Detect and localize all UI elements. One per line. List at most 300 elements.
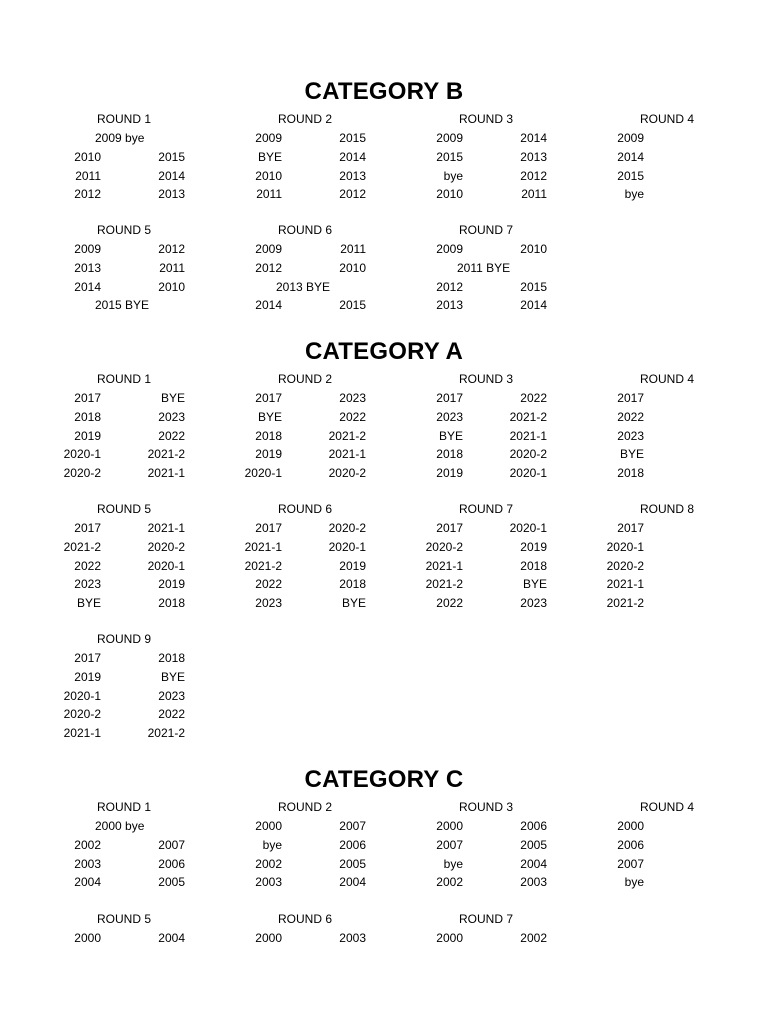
round-block <box>196 221 366 315</box>
away-team: 2018 <box>158 651 185 665</box>
round-title: ROUND 1 <box>97 112 152 126</box>
match-row <box>15 724 185 743</box>
match-row <box>15 464 185 483</box>
round-block <box>15 798 185 892</box>
away-team: 2003 <box>520 875 547 890</box>
home-team: 2019 <box>74 669 101 684</box>
match-row <box>196 240 366 259</box>
round-block <box>15 910 185 948</box>
home-team: 2020-1 <box>63 447 101 462</box>
home-team: 2011 <box>75 168 101 183</box>
match-row <box>196 278 366 297</box>
match-row <box>377 557 547 576</box>
home-team: 2021-1 <box>244 539 282 554</box>
away-team: 2015 <box>520 279 547 294</box>
round-title: ROUND 4 <box>640 800 695 814</box>
home-team: 2017 <box>617 391 644 405</box>
home-team: 2018 <box>255 428 282 443</box>
match-row <box>558 408 728 427</box>
match-row <box>558 873 728 892</box>
home-team: 2015 BYE <box>95 298 150 313</box>
home-team: 2022 <box>617 409 644 424</box>
away-team: 2013 <box>158 187 185 202</box>
category-title: CATEGORY B <box>304 78 464 105</box>
home-team: 2021-1 <box>63 726 101 741</box>
match-row <box>15 519 185 538</box>
match-row <box>558 427 728 446</box>
round-block <box>377 110 547 204</box>
home-team: 2015 <box>617 168 644 183</box>
match-row <box>196 296 366 315</box>
home-team: 2015 <box>436 149 463 164</box>
home-team: 2017 <box>255 521 282 535</box>
away-team: 2014 <box>158 168 185 183</box>
match-row <box>15 538 185 557</box>
home-team: 2021-2 <box>63 539 101 554</box>
match-row <box>558 445 728 464</box>
home-team: BYE <box>619 447 644 462</box>
match-row <box>377 575 547 594</box>
round-title: ROUND 4 <box>640 372 695 386</box>
match-row <box>377 817 547 836</box>
away-team: 2003 <box>339 931 366 945</box>
match-row <box>15 873 185 892</box>
round-title: ROUND 8 <box>640 502 695 516</box>
away-team: BYE <box>522 577 547 592</box>
home-team: 2019 <box>436 466 463 481</box>
round-block <box>377 500 547 613</box>
home-team: 2002 <box>436 875 463 890</box>
home-team: 2020-2 <box>606 558 644 573</box>
home-team: 2020-2 <box>63 466 101 481</box>
away-team: 2022 <box>158 428 185 443</box>
match-row <box>558 464 728 483</box>
away-team: 2012 <box>339 187 366 202</box>
round-block <box>558 500 728 613</box>
round-title: ROUND 4 <box>640 112 695 126</box>
round-title: ROUND 7 <box>459 912 514 926</box>
round-block <box>377 910 547 948</box>
match-row <box>15 668 185 687</box>
home-team: 2013 BYE <box>276 279 331 294</box>
match-row <box>196 929 366 948</box>
away-team: 2021-1 <box>328 447 366 462</box>
match-row <box>196 855 366 874</box>
match-row <box>196 873 366 892</box>
home-team: 2020-1 <box>63 688 101 703</box>
match-row <box>558 836 728 855</box>
away-team: 2020-1 <box>328 539 366 554</box>
match-row <box>377 594 547 613</box>
home-team: BYE <box>257 149 282 164</box>
home-team: 2009 bye <box>95 131 145 145</box>
match-row <box>196 408 366 427</box>
home-team: 2021-2 <box>606 596 644 611</box>
away-team: 2021-1 <box>147 521 185 535</box>
away-team: 2021-1 <box>147 466 185 481</box>
away-team: 2023 <box>158 688 185 703</box>
away-team: 2021-2 <box>147 726 185 741</box>
match-row <box>377 538 547 557</box>
home-team: 2020-2 <box>425 539 463 554</box>
match-row <box>15 278 185 297</box>
away-team: 2010 <box>339 260 366 275</box>
round-title: ROUND 6 <box>278 912 333 926</box>
home-team: 2019 <box>255 447 282 462</box>
match-row <box>196 575 366 594</box>
away-team: 2002 <box>520 931 547 945</box>
match-row <box>377 296 547 315</box>
away-team: 2014 <box>520 298 547 313</box>
match-row <box>377 167 547 186</box>
round-title: ROUND 3 <box>459 112 514 126</box>
away-team: 2005 <box>158 875 185 890</box>
home-team: 2003 <box>255 875 282 890</box>
match-row <box>15 148 185 167</box>
round-title: ROUND 2 <box>278 800 333 814</box>
away-team: 2020-1 <box>509 466 547 481</box>
round-title: ROUND 3 <box>459 372 514 386</box>
round-title: ROUND 5 <box>97 912 152 926</box>
round-title: ROUND 1 <box>97 800 152 814</box>
home-team: 2021-2 <box>425 577 463 592</box>
home-team: 2006 <box>617 837 644 852</box>
away-team: 2020-1 <box>147 558 185 573</box>
round-title: ROUND 9 <box>97 632 152 646</box>
match-row <box>558 167 728 186</box>
home-team: 2014 <box>617 149 644 164</box>
match-row <box>15 259 185 278</box>
match-row <box>196 185 366 204</box>
away-team: 2019 <box>158 577 185 592</box>
away-team: 2023 <box>339 391 366 405</box>
match-row <box>15 817 185 836</box>
match-row <box>15 557 185 576</box>
away-team: 2014 <box>520 131 547 145</box>
match-row <box>15 427 185 446</box>
home-team: 2020-1 <box>606 539 644 554</box>
away-team: 2012 <box>158 242 185 256</box>
home-team: 2017 <box>74 651 101 665</box>
home-team: 2000 <box>436 931 463 945</box>
home-team: 2000 <box>74 931 101 945</box>
home-team: 2009 <box>255 242 282 256</box>
match-row <box>15 855 185 874</box>
match-row <box>558 389 728 408</box>
home-team: bye <box>443 168 463 183</box>
away-team: 2022 <box>520 391 547 405</box>
home-team: 2000 <box>255 819 282 833</box>
home-team: bye <box>443 856 463 871</box>
away-team: 2020-2 <box>328 466 366 481</box>
away-team: 2012 <box>520 168 547 183</box>
match-row <box>377 129 547 148</box>
home-team: 2012 <box>255 260 282 275</box>
home-team: 2011 <box>256 187 282 202</box>
match-row <box>196 519 366 538</box>
away-team: 2020-2 <box>509 447 547 462</box>
away-team: 2005 <box>339 856 366 871</box>
category-title: CATEGORY A <box>304 338 463 365</box>
home-team: 2018 <box>436 447 463 462</box>
away-team: 2006 <box>339 837 366 852</box>
round-block <box>196 500 366 613</box>
home-team: 2011 BYE <box>457 260 511 275</box>
match-row <box>558 855 728 874</box>
home-team: 2018 <box>74 409 101 424</box>
match-row <box>196 445 366 464</box>
away-team: 2005 <box>520 837 547 852</box>
away-team: BYE <box>160 391 185 405</box>
match-row <box>558 129 728 148</box>
match-row <box>377 259 547 278</box>
away-team: 2006 <box>520 819 547 833</box>
away-team: 2007 <box>339 819 366 833</box>
round-block <box>196 910 366 948</box>
round-block <box>558 798 728 892</box>
match-row <box>377 873 547 892</box>
round-block <box>15 110 185 204</box>
match-row <box>558 185 728 204</box>
home-team: 2000 <box>436 819 463 833</box>
match-row <box>15 408 185 427</box>
away-team: 2013 <box>339 168 366 183</box>
match-row <box>15 185 185 204</box>
round-block <box>15 630 185 743</box>
away-team: 2006 <box>158 856 185 871</box>
away-team: 2020-1 <box>509 521 547 535</box>
away-team: 2018 <box>158 596 185 611</box>
home-team: 2021-1 <box>606 577 644 592</box>
round-title: ROUND 6 <box>278 223 333 237</box>
home-team: 2010 <box>255 168 282 183</box>
match-row <box>558 817 728 836</box>
home-team: 2007 <box>617 856 644 871</box>
round-block <box>558 110 728 204</box>
home-team: 2017 <box>617 521 644 535</box>
home-team: 2017 <box>74 521 101 535</box>
match-row <box>377 408 547 427</box>
home-team: 2004 <box>74 875 101 890</box>
round-block <box>377 798 547 892</box>
home-team: 2013 <box>74 260 101 275</box>
match-row <box>15 167 185 186</box>
away-team: 2010 <box>158 279 185 294</box>
away-team: 2015 <box>339 298 366 313</box>
round-block <box>15 500 185 613</box>
home-team: 2009 <box>255 131 282 145</box>
match-row <box>15 240 185 259</box>
match-row <box>377 240 547 259</box>
match-row <box>377 427 547 446</box>
home-team: 2013 <box>436 298 463 313</box>
away-team: BYE <box>160 669 185 684</box>
home-team: 2010 <box>436 187 463 202</box>
match-row <box>196 836 366 855</box>
home-team: bye <box>262 837 282 852</box>
away-team: 2004 <box>339 875 366 890</box>
home-team: 2000 bye <box>95 819 145 833</box>
away-team: 2013 <box>520 149 547 164</box>
match-row <box>15 594 185 613</box>
match-row <box>196 817 366 836</box>
home-team: 2023 <box>436 409 463 424</box>
match-row <box>377 464 547 483</box>
match-row <box>196 389 366 408</box>
home-team: 2009 <box>617 131 644 145</box>
home-team: 2012 <box>436 279 463 294</box>
home-team: 2012 <box>74 187 101 202</box>
round-title: ROUND 7 <box>459 223 514 237</box>
home-team: 2002 <box>255 856 282 871</box>
home-team: BYE <box>438 428 463 443</box>
away-team: 2020-2 <box>147 539 185 554</box>
match-row <box>15 575 185 594</box>
match-row <box>15 705 185 724</box>
match-row <box>196 259 366 278</box>
home-team: bye <box>624 187 644 202</box>
match-row <box>377 148 547 167</box>
round-title: ROUND 5 <box>97 223 152 237</box>
round-title: ROUND 2 <box>278 112 333 126</box>
away-team: 2020-2 <box>328 521 366 535</box>
home-team: BYE <box>257 409 282 424</box>
away-team: 2011 <box>340 242 366 256</box>
round-block <box>558 370 728 483</box>
away-team: 2023 <box>158 409 185 424</box>
away-team: 2018 <box>339 577 366 592</box>
away-team: 2019 <box>339 558 366 573</box>
match-row <box>15 129 185 148</box>
home-team: 2023 <box>617 428 644 443</box>
home-team: 2007 <box>436 837 463 852</box>
home-team: 2023 <box>74 577 101 592</box>
away-team: 2018 <box>520 558 547 573</box>
home-team: 2021-2 <box>244 558 282 573</box>
match-row <box>377 278 547 297</box>
round-title: ROUND 2 <box>278 372 333 386</box>
match-row <box>196 427 366 446</box>
match-row <box>377 519 547 538</box>
away-team: 2022 <box>339 409 366 424</box>
match-row <box>196 538 366 557</box>
match-row <box>15 445 185 464</box>
match-row <box>558 519 728 538</box>
home-team: 2019 <box>74 428 101 443</box>
round-title: ROUND 3 <box>459 800 514 814</box>
away-team: 2022 <box>158 707 185 722</box>
match-row <box>196 167 366 186</box>
home-team: BYE <box>76 596 101 611</box>
away-team: 2021-1 <box>509 428 547 443</box>
match-row <box>558 538 728 557</box>
round-block <box>196 370 366 483</box>
match-row <box>558 575 728 594</box>
match-row <box>558 557 728 576</box>
match-row <box>196 557 366 576</box>
home-team: 2020-2 <box>63 707 101 722</box>
away-team: BYE <box>341 596 366 611</box>
away-team: 2011 <box>159 260 185 275</box>
away-team: 2023 <box>520 596 547 611</box>
match-row <box>377 445 547 464</box>
home-team: 2000 <box>617 819 644 833</box>
round-block <box>377 370 547 483</box>
round-block <box>377 221 547 315</box>
home-team: 2023 <box>255 596 282 611</box>
home-team: 2017 <box>255 391 282 405</box>
match-row <box>377 929 547 948</box>
match-row <box>196 594 366 613</box>
match-row <box>15 929 185 948</box>
away-team: 2014 <box>339 149 366 164</box>
home-team: 2009 <box>436 131 463 145</box>
match-row <box>15 389 185 408</box>
match-row <box>377 836 547 855</box>
match-row <box>377 389 547 408</box>
home-team: 2017 <box>436 391 463 405</box>
home-team: 2010 <box>74 149 101 164</box>
match-row <box>15 296 185 315</box>
match-row <box>196 464 366 483</box>
home-team: 2017 <box>436 521 463 535</box>
away-team: 2004 <box>158 931 185 945</box>
match-row <box>15 649 185 668</box>
home-team: 2002 <box>74 837 101 852</box>
away-team: 2011 <box>521 187 547 202</box>
away-team: 2021-2 <box>147 447 185 462</box>
match-row <box>196 148 366 167</box>
match-row <box>558 594 728 613</box>
round-title: ROUND 6 <box>278 502 333 516</box>
home-team: 2022 <box>74 558 101 573</box>
home-team: 2009 <box>436 242 463 256</box>
home-team: 2009 <box>74 242 101 256</box>
match-row <box>15 687 185 706</box>
away-team: 2015 <box>158 149 185 164</box>
home-team: 2022 <box>436 596 463 611</box>
round-title: ROUND 1 <box>97 372 152 386</box>
away-team: 2019 <box>520 539 547 554</box>
round-title: ROUND 7 <box>459 502 514 516</box>
home-team: 2014 <box>255 298 282 313</box>
round-block <box>196 110 366 204</box>
home-team: 2018 <box>617 466 644 481</box>
away-team: 2010 <box>520 242 547 256</box>
home-team: 2020-1 <box>244 466 282 481</box>
away-team: 2004 <box>520 856 547 871</box>
home-team: bye <box>624 875 644 890</box>
home-team: 2000 <box>255 931 282 945</box>
category-title: CATEGORY C <box>304 766 464 793</box>
match-row <box>196 129 366 148</box>
away-team: 2021-2 <box>328 428 366 443</box>
home-team: 2003 <box>74 856 101 871</box>
round-block <box>15 221 185 315</box>
home-team: 2014 <box>74 279 101 294</box>
home-team: 2017 <box>74 391 101 405</box>
round-block <box>196 798 366 892</box>
round-block <box>15 370 185 483</box>
away-team: 2015 <box>339 131 366 145</box>
away-team: 2007 <box>158 837 185 852</box>
match-row <box>558 148 728 167</box>
match-row <box>377 185 547 204</box>
match-row <box>15 836 185 855</box>
round-title: ROUND 5 <box>97 502 152 516</box>
home-team: 2022 <box>255 577 282 592</box>
home-team: 2021-1 <box>425 558 463 573</box>
